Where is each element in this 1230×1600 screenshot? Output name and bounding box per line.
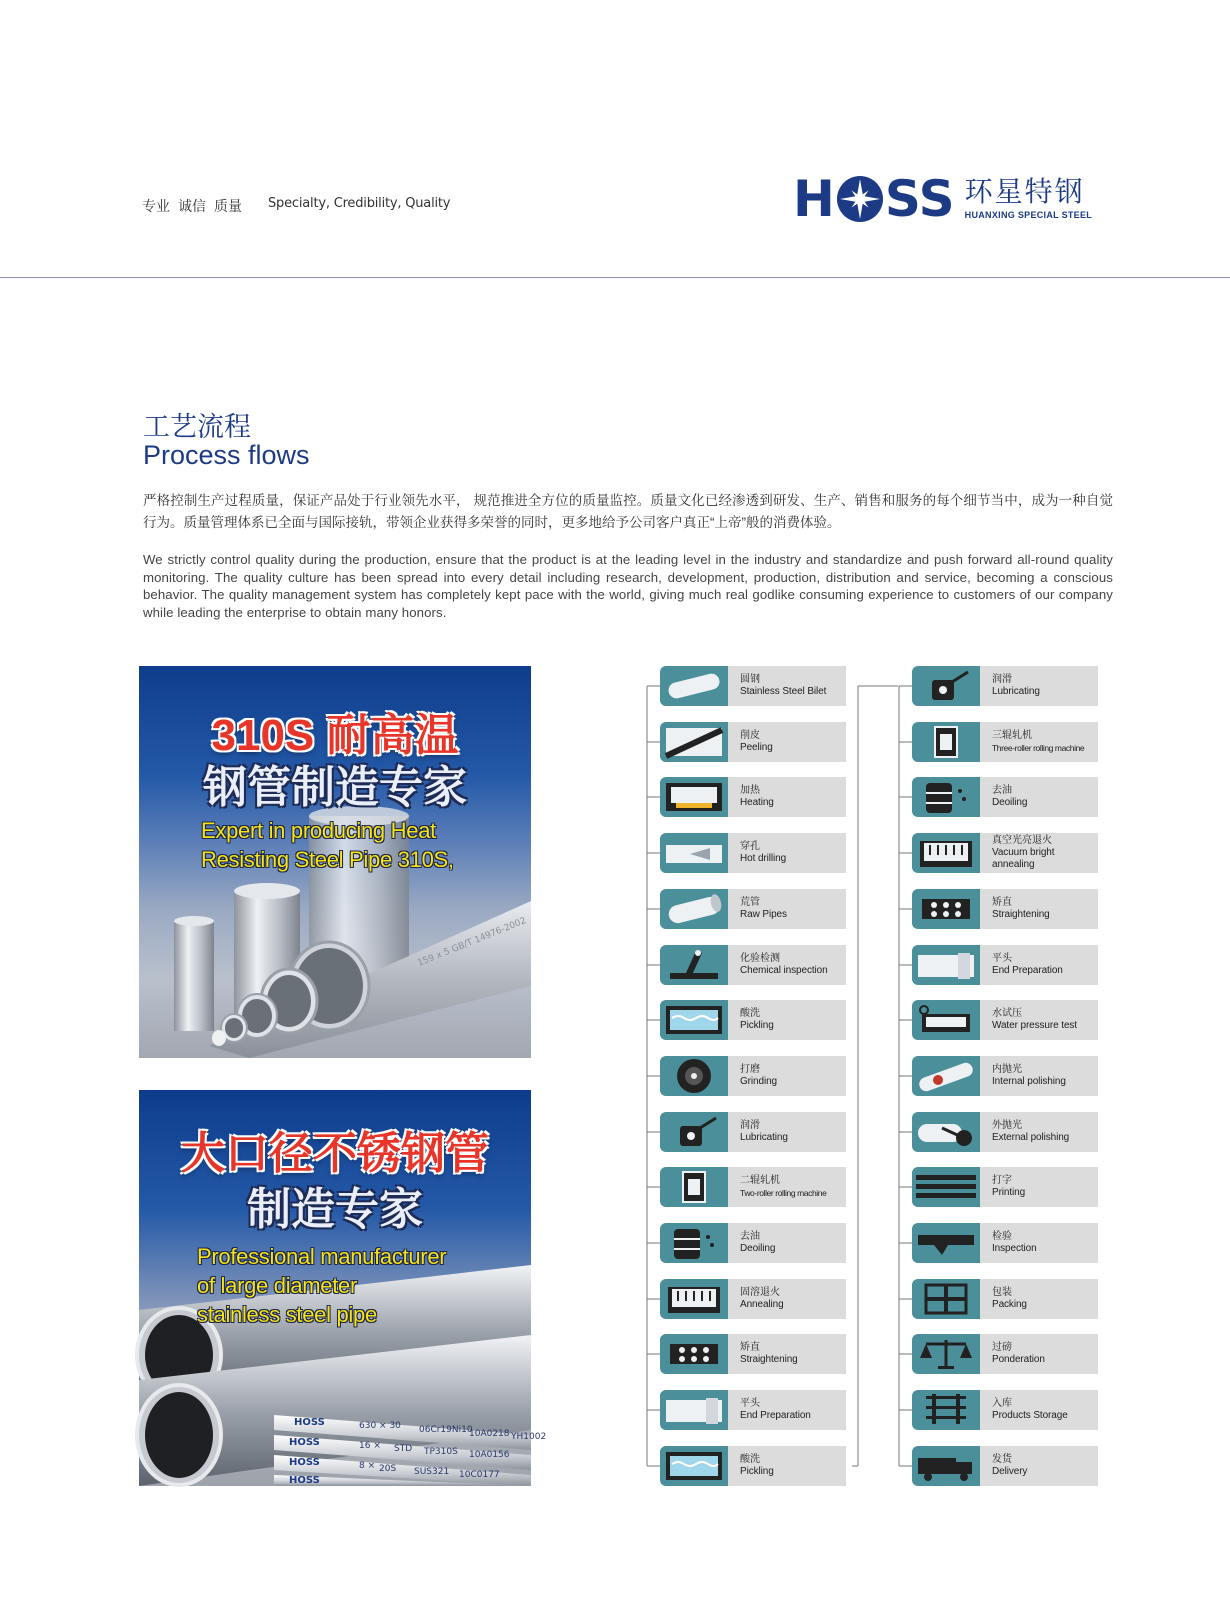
poster2-title-en-line3: stainless steel pipe	[197, 1302, 377, 1327]
process-step-label	[728, 722, 846, 762]
process-step-label	[728, 666, 846, 706]
internal-polish-icon	[912, 1056, 980, 1096]
process-step-en: Vacuum bright annealing	[992, 847, 1055, 870]
process-step-en: Lubricating	[740, 1132, 788, 1143]
round-bar-icon	[660, 666, 728, 706]
process-step-label	[728, 1446, 846, 1486]
process-step-label	[980, 1000, 1098, 1040]
process-step	[660, 1056, 846, 1096]
process-step	[912, 1334, 1098, 1374]
process-step-en: Two-roller rolling machine	[740, 1188, 827, 1198]
svg-text:YH1002: YH1002	[511, 1432, 547, 1442]
raw-pipe-icon	[660, 889, 728, 929]
process-step	[912, 1390, 1098, 1430]
tagline-cn	[142, 196, 242, 216]
process-step	[660, 722, 846, 762]
process-step-label	[728, 1167, 846, 1207]
process-step-en: Delivery	[992, 1466, 1028, 1477]
process-step	[912, 722, 1098, 762]
process-step-label	[728, 833, 846, 873]
poster2-subtitle-cn: 制造专家	[247, 1185, 423, 1234]
process-step-en: Inspection	[992, 1243, 1037, 1254]
annealing-furnace-icon	[912, 833, 980, 873]
process-step-en: Internal polishing	[992, 1076, 1066, 1087]
process-step	[660, 1279, 846, 1319]
process-step-label	[728, 1056, 846, 1096]
printing-icon	[912, 1167, 980, 1207]
furnace-icon	[660, 777, 728, 817]
process-step-cn: 打字	[992, 1175, 1012, 1186]
process-step-cn: 削皮	[740, 730, 760, 741]
process-step-cn: 荒管	[740, 897, 760, 908]
svg-text:16 ×: 16 ×	[359, 1441, 381, 1451]
straightener-icon	[912, 889, 980, 929]
process-step-label	[728, 1334, 846, 1374]
poster2-title-en-line1: Professional manufacturer	[197, 1244, 447, 1269]
poster2-title-en-line2: of large diameter	[197, 1273, 357, 1298]
poster-large-diameter-pipe	[139, 1090, 547, 1486]
logo-cn: 环星特钢	[964, 176, 1085, 207]
process-step-label	[980, 666, 1098, 706]
tagline	[142, 196, 450, 216]
svg-text:20S: 20S	[379, 1464, 397, 1474]
grinding-wheel-icon	[660, 1056, 728, 1096]
process-step-cn: 水试压	[992, 1008, 1022, 1019]
poster1-subtitle-cn: 钢管制造专家	[203, 763, 467, 812]
tagline-en: Specialty, Credibility, Quality	[268, 196, 451, 211]
process-step-cn: 化验检测	[740, 953, 780, 964]
process-step-cn: 二辊轧机	[740, 1175, 780, 1186]
process-step	[912, 1112, 1098, 1152]
svg-text:HOSS: HOSS	[289, 1475, 320, 1486]
svg-text:TP310S: TP310S	[424, 1447, 458, 1457]
logo-wordmark	[793, 170, 955, 228]
process-step-label	[980, 1223, 1098, 1263]
process-step-label	[980, 1112, 1098, 1152]
process-step-label	[980, 1390, 1098, 1430]
process-step	[660, 1000, 846, 1040]
process-step-cn: 矫直	[992, 897, 1012, 908]
process-step-cn: 酸洗	[740, 1008, 760, 1019]
process-step	[912, 1446, 1098, 1486]
oil-drum-icon	[660, 1223, 728, 1263]
process-step-cn: 酸洗	[740, 1454, 760, 1465]
process-step	[660, 833, 846, 873]
intro-paragraph-en: We strictly control quality during the production, ensure that the product is at the leading level in the industry and standardize and push forward all-round quality monitoring. The quality culture has been spread into every detail including research, development, production, distribution and service, becoming a conscious behavior. The quality management system has completely kept pace with the world, giving much real godlike consuming experience to customers of our company while leading the enterprise to obtain many honors.	[143, 552, 1113, 620]
acid-tank-icon	[660, 1446, 728, 1486]
process-step	[912, 945, 1098, 985]
process-step-cn: 过磅	[992, 1342, 1012, 1353]
header-divider	[0, 277, 1230, 278]
tagline-cn-specialty: 专业	[142, 198, 170, 214]
process-step	[912, 889, 1098, 929]
process-step-en: Straightening	[740, 1354, 798, 1365]
process-step-label	[728, 1279, 846, 1319]
process-step-en: External polishing	[992, 1132, 1070, 1143]
process-step-label	[980, 833, 1098, 873]
process-step	[660, 1390, 846, 1430]
process-step-cn: 去油	[740, 1231, 760, 1242]
process-step-cn: 真空光亮退火	[992, 835, 1052, 846]
process-step-en: Three-roller rolling machine	[992, 743, 1085, 753]
process-step-label	[980, 1167, 1098, 1207]
poster2-title-cn: 大口径不锈钢管	[181, 1129, 489, 1178]
process-step-en: End Preparation	[992, 965, 1063, 976]
process-step-en: Packing	[992, 1299, 1027, 1310]
truck-icon	[912, 1446, 980, 1486]
svg-text:STD: STD	[394, 1444, 413, 1454]
straightener-icon	[660, 1334, 728, 1374]
process-step	[912, 1000, 1098, 1040]
process-step-label	[728, 1390, 846, 1430]
poster-310s-heat-resisting-pipe	[139, 666, 531, 1058]
process-step-label	[980, 1446, 1098, 1486]
process-step-cn: 固溶退火	[740, 1287, 780, 1298]
process-step-cn: 三辊轧机	[992, 730, 1032, 741]
process-step-en: Products Storage	[992, 1410, 1068, 1421]
star-icon	[837, 176, 883, 222]
process-step-en: Lubricating	[992, 686, 1040, 697]
storage-rack-icon	[912, 1390, 980, 1430]
packing-icon	[912, 1279, 980, 1319]
process-step	[912, 1223, 1098, 1263]
process-step-cn: 去油	[992, 785, 1012, 796]
process-step-label	[980, 889, 1098, 929]
process-step-en: Peeling	[740, 742, 773, 753]
process-step-label	[728, 889, 846, 929]
oil-drum-icon	[912, 777, 980, 817]
process-step	[660, 1112, 846, 1152]
oil-can-icon	[660, 1112, 728, 1152]
process-step-label	[980, 1279, 1098, 1319]
process-step	[912, 833, 1098, 873]
svg-text:10C0177: 10C0177	[459, 1470, 500, 1480]
process-step	[660, 889, 846, 929]
peeling-icon	[660, 722, 728, 762]
process-step	[660, 777, 846, 817]
process-step-cn: 入库	[992, 1398, 1012, 1409]
process-step-en: Stainless Steel Bilet	[740, 686, 827, 697]
annealing-furnace-icon	[660, 1279, 728, 1319]
lab-test-icon	[660, 945, 728, 985]
process-step-label	[980, 945, 1098, 985]
tagline-cn-quality: 质量	[214, 198, 242, 214]
svg-text:HOSS: HOSS	[289, 1457, 320, 1468]
svg-text:06Cr19Ni10: 06Cr19Ni10	[419, 1425, 473, 1435]
process-step	[660, 1167, 846, 1207]
process-step-en: Deoiling	[992, 797, 1028, 808]
logo-en: HUANXING SPECIAL STEEL	[964, 210, 1093, 220]
pipe-end-icon	[660, 1390, 728, 1430]
roller-mill-icon	[660, 1167, 728, 1207]
svg-text:10A0156: 10A0156	[469, 1450, 510, 1460]
process-step-label	[728, 1223, 846, 1263]
pipe-end-icon	[912, 945, 980, 985]
process-step-label	[728, 945, 846, 985]
scale-icon	[912, 1334, 980, 1374]
process-step	[660, 945, 846, 985]
poster1-title-en-line1: Expert in producing Heat	[201, 818, 436, 843]
process-step-en: Hot drilling	[740, 853, 787, 864]
process-step	[660, 1223, 846, 1263]
process-step-cn: 圆钢	[740, 674, 760, 685]
process-step-label	[980, 1056, 1098, 1096]
process-step-cn: 平头	[740, 1398, 760, 1409]
process-step-cn: 包装	[992, 1287, 1012, 1298]
process-step-cn: 发货	[992, 1454, 1012, 1465]
process-step-en: Raw Pipes	[740, 909, 787, 920]
process-step	[660, 1446, 846, 1486]
inspection-icon	[912, 1223, 980, 1263]
poster1-title-cn: 310S 耐高温	[211, 711, 459, 760]
process-step-cn: 润滑	[740, 1120, 760, 1131]
external-polish-icon	[912, 1112, 980, 1152]
process-step-cn: 外抛光	[992, 1120, 1022, 1131]
process-step-en: Pickling	[740, 1466, 774, 1477]
company-logo	[793, 170, 1093, 228]
svg-text:8 ×: 8 ×	[359, 1461, 376, 1471]
logo-letter-h: H	[793, 170, 835, 228]
process-step-cn: 润滑	[992, 674, 1012, 685]
process-step-cn: 平头	[992, 953, 1012, 964]
intro-paragraph-cn: 严格控制生产过程质量，保证产品处于行业领先水平， 规范推进全方位的质量监控。质量文化已经渗透到研发、生产、销售和服务的每个细节当中，成为一种自觉行为。质量管理体系已全面与国际接轨，带领企业获得多荣誉的同时，更多地给予公司客户真正“上帝”般的消费体验。	[143, 493, 1113, 530]
logo-letters-ss: SS	[884, 170, 955, 228]
process-step-cn: 矫直	[740, 1342, 760, 1353]
process-step-en: Straightening	[992, 909, 1050, 920]
roller-mill-icon	[912, 722, 980, 762]
process-step-en: Water pressure test	[992, 1020, 1077, 1031]
process-step-en: Ponderation	[992, 1354, 1045, 1365]
process-step-label	[728, 1112, 846, 1152]
process-step-label	[980, 1334, 1098, 1374]
process-step-cn: 打磨	[740, 1064, 760, 1075]
process-step-cn: 穿孔	[740, 841, 760, 852]
process-step-cn: 加热	[740, 785, 760, 796]
svg-text:159 x 5 GB/T 14976-2002: 159 x 5 GB/T 14976-2002	[416, 916, 528, 969]
process-step-en: Pickling	[740, 1020, 774, 1031]
section-title-en: Process flows	[143, 440, 310, 470]
tagline-cn-credibility: 诚信	[178, 198, 206, 214]
process-step	[912, 1056, 1098, 1096]
svg-text:HOSS: HOSS	[289, 1437, 320, 1448]
pressure-test-icon	[912, 1000, 980, 1040]
poster1-title-en-line2: Resisting Steel Pipe 310S,	[201, 847, 454, 872]
process-step-en: Chemical inspection	[740, 965, 828, 976]
process-step-en: Heating	[740, 797, 774, 808]
process-step-cn: 检验	[992, 1231, 1012, 1242]
svg-text:10A0218: 10A0218	[469, 1429, 510, 1439]
svg-text:630 × 30: 630 × 30	[359, 1421, 401, 1431]
process-step-en: Deoiling	[740, 1243, 776, 1254]
process-step	[660, 666, 846, 706]
process-step-label	[980, 777, 1098, 817]
process-step-label	[728, 1000, 846, 1040]
process-step-en: Annealing	[740, 1299, 784, 1310]
process-step	[660, 1334, 846, 1374]
process-step-cn: 内抛光	[992, 1064, 1022, 1075]
process-step	[912, 666, 1098, 706]
process-step	[912, 1167, 1098, 1207]
oil-can-icon	[912, 666, 980, 706]
section-title-cn: 工艺流程	[143, 412, 251, 442]
process-step-en: Printing	[992, 1187, 1026, 1198]
process-step	[912, 1279, 1098, 1319]
svg-text:SUS321: SUS321	[414, 1467, 450, 1477]
process-step-en: Grinding	[740, 1076, 777, 1087]
process-step-label	[980, 722, 1098, 762]
svg-text:HOSS: HOSS	[294, 1417, 325, 1428]
process-step-label	[728, 777, 846, 817]
acid-tank-icon	[660, 1000, 728, 1040]
process-step-en: End Preparation	[740, 1410, 811, 1421]
process-step	[912, 777, 1098, 817]
piercing-icon	[660, 833, 728, 873]
